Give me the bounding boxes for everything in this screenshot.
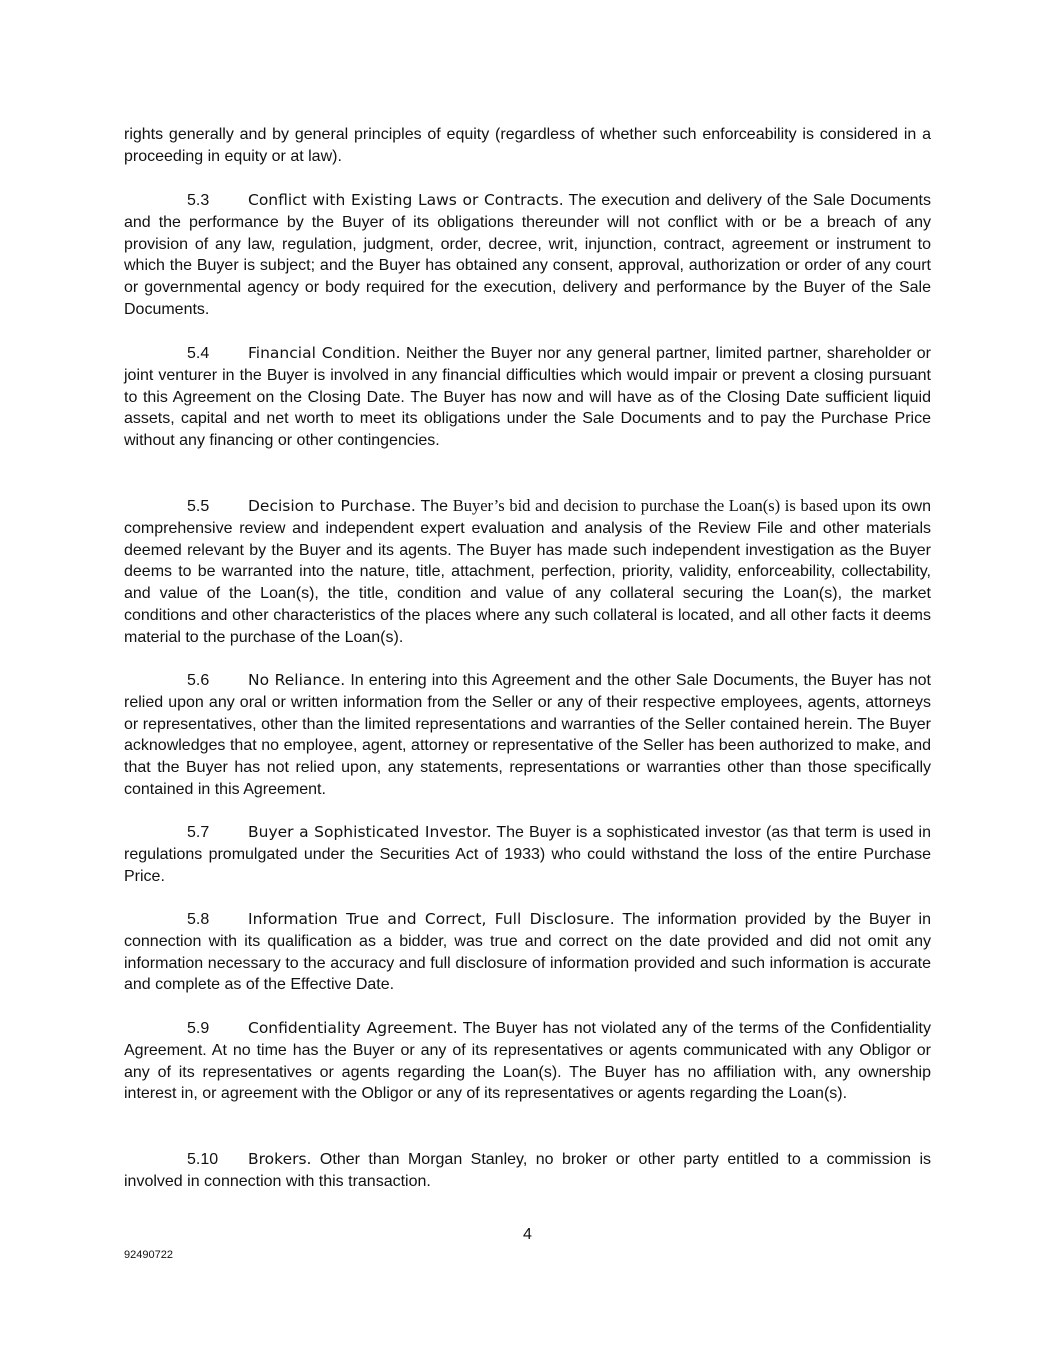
section-5-5 (124, 495, 931, 649)
section-body: its own comprehensive review and independent expert evaluation and analysis of the Review File and other materials deemed relevant by the Buyer and its agents. The Buyer has made such independent investigation as the Buyer deems to be warranted into the nature, title, attachment, perfection, priority, validity, enforceability, collectability, and value of the Loan(s), the title, condition and value of any collateral securing the Loan(s), the market conditions and other characteristics of the places where any such collateral is located, and all other facts it deems material to the purchase of the Loan(s). (124, 498, 931, 646)
section-body: The execution and delivery of the Sale Documents and the performance by the Buyer of its obligations thereunder will not conflict with or be a breach of any provision of any law, regulation, judgment, order, decree, writ, injunction, contract, agreement or instrument to which the Buyer is subject; and the Buyer has obtained any consent, approval, authorization or order of any court or governmental agency or body required for the execution, delivery and performance by the Buyer of the Sale Documents. (124, 192, 931, 318)
page-number: 4 (523, 1226, 532, 1243)
section-heading: Confidentiality Agreement. (248, 1019, 458, 1037)
section-number: 5.9 (187, 1020, 210, 1037)
section-body: The Buyer is a sophisticated investor (as that term is used in regulations promulgated under the Securities Act of 1933) who could withstand the loss of the entire Purchase Price. (124, 824, 931, 885)
section-number: 5.3 (187, 192, 210, 209)
section-body: Neither the Buyer nor any general partner, limited partner, shareholder or joint venturer in the Buyer is involved in any financial difficulties which would impair or prevent a closing pursuant to this Agreement on the Closing Date. The Buyer has now and will have as of the Closing Date sufficient liquid assets, capital and net worth to meet its obligations under the Sale Documents and to pay the Purchase Price without any financing or other contingencies. (124, 345, 931, 450)
section-5-3 (124, 190, 931, 321)
section-number: 5.7 (187, 824, 210, 841)
document-id: 92490722 (124, 1249, 173, 1261)
section-body: In entering into this Agreement and the other Sale Documents, the Buyer has not relied upon any oral or written information from the Seller or any of their respective employees, agents, attorneys or representatives, other than the limited representations and warranties of the Seller contained herein. The Buyer acknowledges that no employee, agent, attorney or representative of the Seller has been authorized to make, and that the Buyer has not relied upon, any statements, representations or warranties other than those specifically contained in this Agreement. (124, 672, 931, 798)
section-body: Other than Morgan Stanley, no broker or other party entitled to a commission is involved in connection with this transaction. (124, 1151, 931, 1190)
section-heading: Financial Condition. (248, 344, 401, 362)
section-5-10 (124, 1149, 931, 1193)
section-5-6 (124, 670, 931, 801)
section-number: 5.4 (187, 345, 210, 362)
section-5-8 (124, 909, 931, 996)
section-number: 5.6 (187, 672, 210, 689)
section-heading: Information True and Correct, Full Disclosure. (248, 910, 615, 928)
intro-paragraph: rights generally and by general principles of equity (regardless of whether such enforceability is considered in a proceeding in equity or at law). (124, 126, 931, 165)
section-number: 5.10 (187, 1151, 219, 1168)
section-5-4 (124, 343, 931, 452)
section-body: The information provided by the Buyer in connection with its qualification as a bidder, was true and correct on the date provided and did not omit any information necessary to the accuracy and full disclosure of information provided and such information is accurate and complete as of the Effective Date. (124, 911, 931, 994)
section-heading: Decision to Purchase. (248, 497, 416, 515)
section-body: The Buyer has not violated any of the terms of the Confidentiality Agreement. At no time has the Buyer or any of its representatives or agents communicated with any Obligor or any of its representatives or agents regarding the Loan(s). The Buyer has no affiliation with, any ownership interest in, or agreement with the Obligor or any of its representatives or agents regarding the Loan(s). (124, 1020, 932, 1103)
section-number: 5.8 (187, 911, 210, 928)
section-5-9 (124, 1018, 931, 1105)
section-number: 5.5 (187, 498, 210, 515)
section-heading: Buyer a Sophisticated Investor. (248, 823, 492, 841)
section-body-lead: The (415, 498, 449, 515)
section-heading: No Reliance. (248, 671, 346, 689)
section-body-serif: Buyer’s bid and decision to purchase the Loan(s) is based upon (448, 496, 876, 515)
section-5-7 (124, 822, 931, 887)
section-heading: Brokers. (248, 1150, 312, 1168)
section-heading: Conflict with Existing Laws or Contracts. (248, 191, 564, 209)
